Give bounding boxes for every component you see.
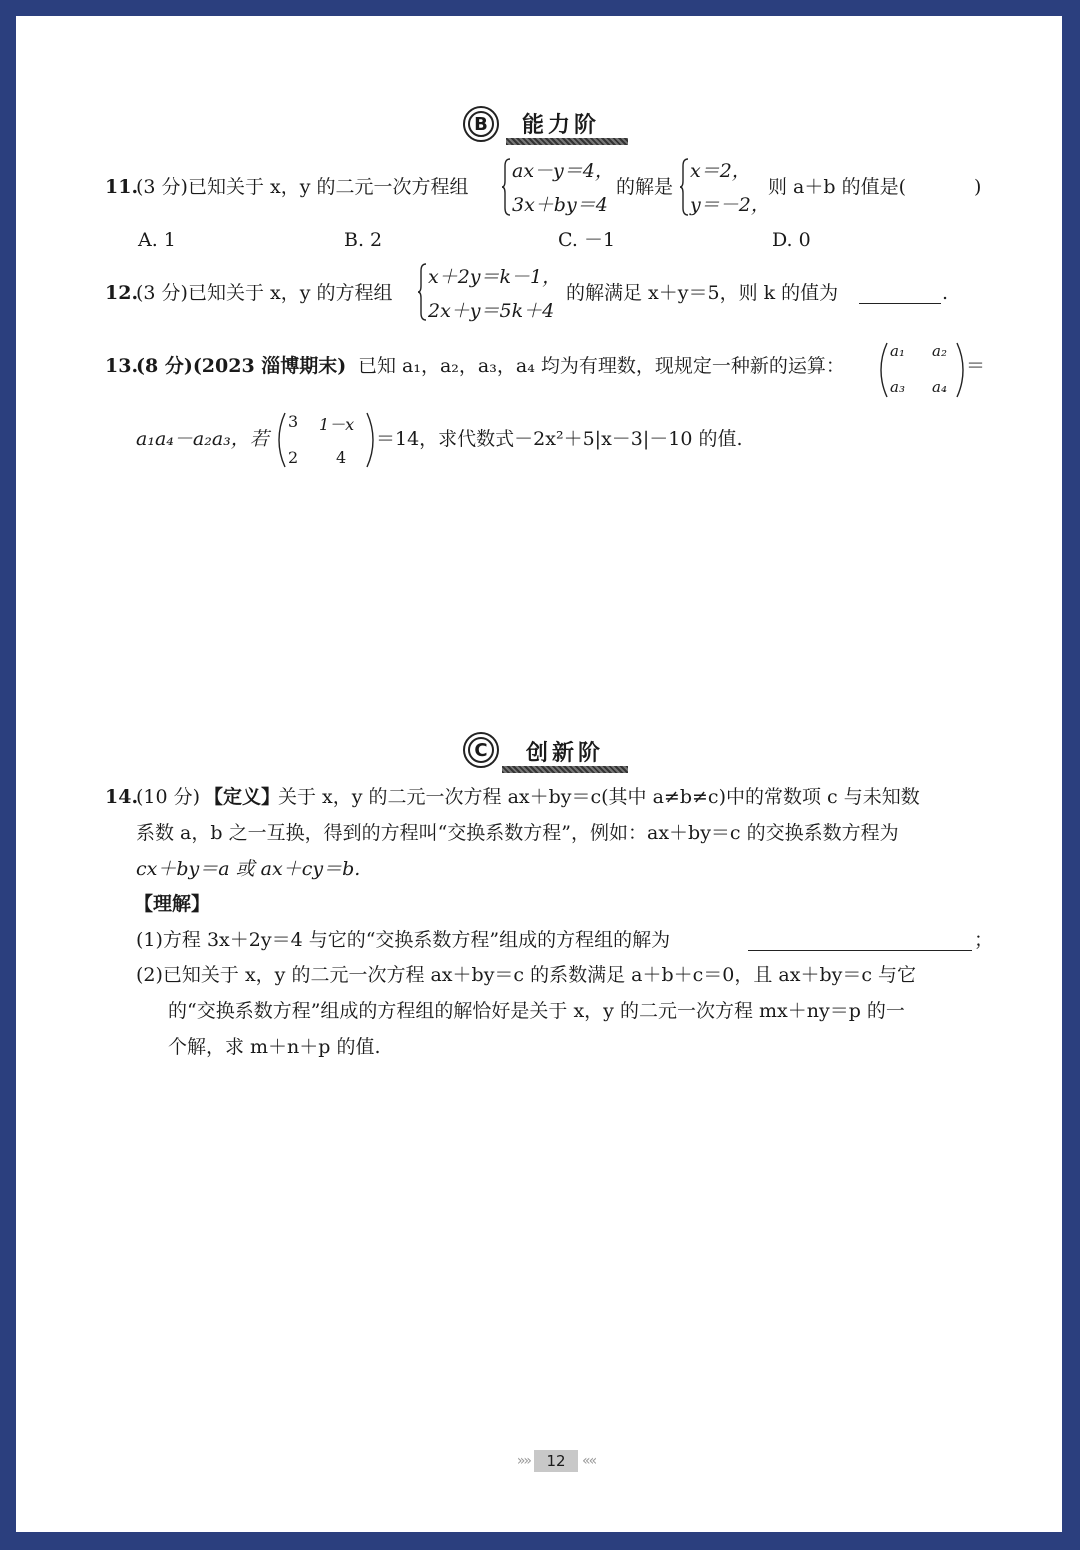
q14-number: 14. — [105, 786, 139, 808]
pager-right-chevrons-icon: «« — [582, 1453, 596, 1469]
q11-stem-mid: 的解是 — [616, 176, 674, 198]
q14-part1: (1)方程 3x＋2y＝4 与它的“交换系数方程”组成的方程组的解为 — [136, 929, 671, 951]
page-number: 12 — [534, 1450, 578, 1472]
q14-part2-line-2: 的“交换系数方程”组成的方程组的解恰好是关于 x，y 的二元一次方程 mx＋ny＝p 的一 — [168, 1000, 905, 1022]
q13-matrix1-right-paren — [956, 342, 964, 398]
q11-option-b: B. 2 — [344, 229, 383, 251]
q14-understand-tag: 【理解】 — [134, 893, 211, 915]
q12-end: . — [942, 282, 949, 304]
section-c-badge — [463, 732, 499, 768]
worksheet-page — [16, 16, 1062, 1532]
q14-part2-line-3: 个解，求 m＋n＋p 的值. — [168, 1036, 381, 1058]
q14-part2-line-1: (2)已知关于 x，y 的二元一次方程 ax＋by＝c 的系数满足 a＋b＋c＝0，且 ax＋by＝c 与它 — [136, 964, 917, 986]
q12-answer-blank[interactable] — [859, 303, 941, 304]
q14-line-3: cx＋by＝a 或 ax＋cy＝b. — [136, 858, 361, 880]
section-c-underline — [502, 766, 628, 773]
section-b-underline — [506, 138, 628, 145]
section-b-letter: B — [474, 113, 488, 135]
q14-score: (10 分) — [136, 786, 201, 808]
q13-matrix2-left-paren — [278, 412, 286, 468]
q11-option-c: C. －1 — [558, 229, 616, 251]
q13-matrix2-br: 4 — [336, 448, 347, 467]
q12-equation-1: x＋2y＝k－1， — [428, 266, 562, 288]
q12-number: 12. — [105, 282, 139, 304]
q13-matrix2-right-paren — [366, 412, 374, 468]
q11-option-a: A. 1 — [138, 229, 176, 251]
q12-stem-post: 的解满足 x＋y＝5，则 k 的值为 — [566, 282, 839, 304]
q11-stem-post: 则 a＋b 的值是( — [768, 176, 906, 198]
q14-part1-answer-blank[interactable] — [748, 950, 972, 951]
q13-matrix1-tr: a₂ — [932, 342, 947, 360]
q13-stem-pre: 已知 a₁，a₂，a₃，a₄ 均为有理数，现规定一种新的运算： — [358, 355, 845, 377]
q13-matrix1-tl: a₁ — [890, 342, 905, 360]
q11-solution-brace — [680, 158, 690, 216]
q13-matrix2-bl: 2 — [288, 448, 299, 467]
q14-line-2: 系数 a，b 之一互换，得到的方程叫“交换系数方程”，例如：ax＋by＝c 的交换系数方程为 — [136, 822, 899, 844]
q13-equals: ＝ — [966, 355, 986, 377]
pager-left-chevrons-icon: »» — [516, 1453, 530, 1469]
q13-matrix1-bl: a₃ — [890, 378, 905, 396]
q11-system-brace — [502, 158, 512, 216]
q11-number: 11. — [105, 176, 139, 198]
q14-line-1: 关于 x，y 的二元一次方程 ax＋by＝c(其中 a≠b≠c)中的常数项 c 与未知数 — [278, 786, 920, 808]
q13-number: 13. — [105, 355, 139, 377]
q13-matrix2-tl: 3 — [288, 412, 299, 431]
section-b-badge — [463, 106, 499, 142]
q13-matrix2-tr: 1－x — [319, 415, 355, 434]
page-number-footer — [486, 1448, 626, 1474]
q11-option-d: D. 0 — [772, 229, 811, 251]
q11-stem-pre: (3 分)已知关于 x，y 的二元一次方程组 — [136, 176, 469, 198]
q13-line2-pre: a₁a₄－a₂a₃，若 — [136, 428, 269, 450]
q11-equation-1: ax－y＝4， — [512, 160, 614, 182]
q11-solution-2: y＝－2， — [690, 194, 770, 216]
q13-matrix1-left-paren — [880, 342, 888, 398]
q12-system-brace — [418, 263, 428, 321]
q11-equation-2: 3x＋by＝4 — [512, 194, 608, 216]
q13-source: (8 分)(2023 淄博期末) — [136, 355, 347, 377]
q11-solution-1: x＝2， — [690, 160, 751, 182]
q13-line2-post: ＝14，求代数式－2x²＋5|x－3|－10 的值. — [376, 428, 743, 450]
section-c-title: 创新阶 — [526, 741, 605, 766]
section-b-title: 能力阶 — [522, 113, 601, 138]
section-c-letter: C — [474, 739, 488, 761]
q12-equation-2: 2x＋y＝5k＋4 — [428, 300, 555, 322]
q14-part1-end: ； — [974, 929, 994, 951]
q11-paren-close: ) — [974, 176, 982, 198]
q12-stem-pre: (3 分)已知关于 x，y 的方程组 — [136, 282, 393, 304]
q14-definition-tag: 【定义】 — [204, 786, 281, 808]
q13-matrix1-br: a₄ — [932, 378, 947, 396]
